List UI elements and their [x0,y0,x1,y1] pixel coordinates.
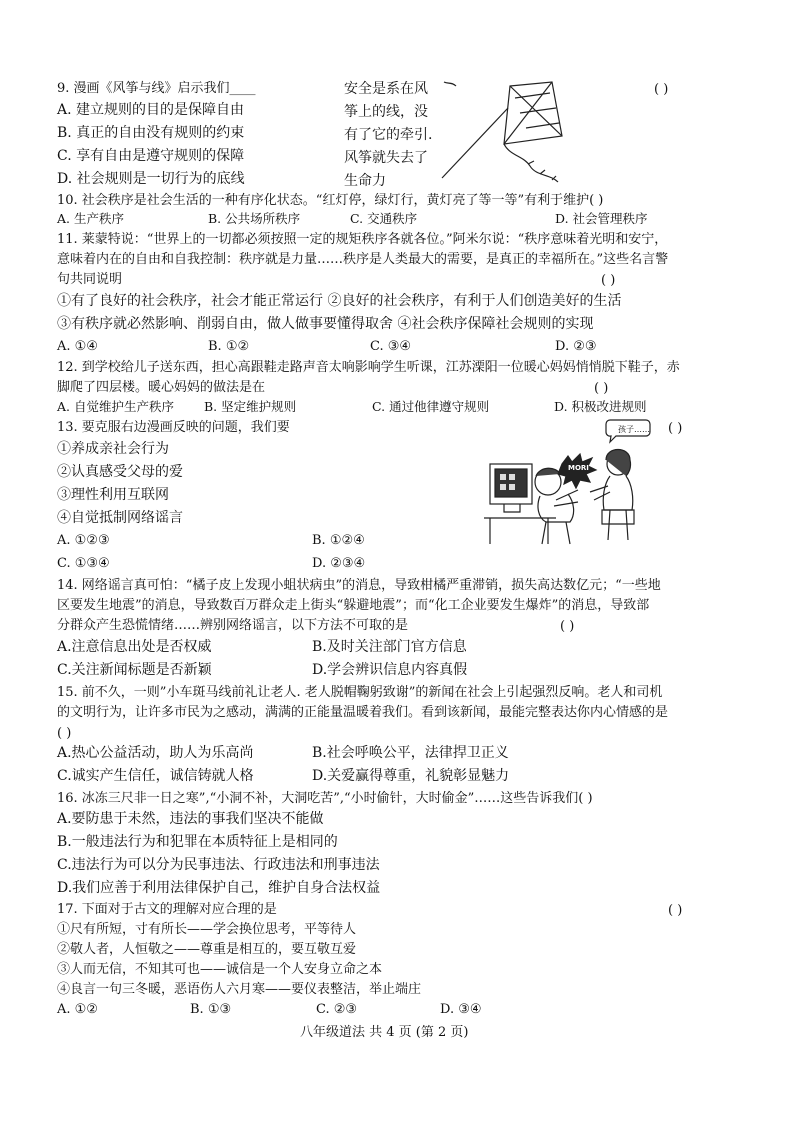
q13-stem: 13. 要克服右边漫画反映的问题，我们要 [57,420,290,435]
cartoon-bubble-text: 孩子…… [618,425,650,434]
q15-option-b: B.社会呼唤公平，法律捍卫正义 [312,745,509,761]
q17-option-d: D. ③④ [440,1002,482,1017]
q9-option-a: A. 建立规则的目的是保障自由 [57,102,245,118]
page-footer: 八年级道法 共 4 页 (第 2 页) [300,1025,469,1040]
q13-item-3: ③理性利用互联网 [57,487,169,503]
q16-option-a: A.要防患于未然，违法的事我们坚决不能做 [57,811,324,827]
q15-stem-1: 15. 前不久，一则”小车斑马线前礼让老人. 老人脱帽鞠躬致谢”的新闻在社会上引起强烈反响。老人和司机 [57,685,663,700]
q14-option-d: D.学会辨识信息内容真假 [312,662,468,678]
q17-option-b: B. ①③ [190,1002,232,1017]
q9-stem: 9. 漫画《风筝与线》启示我们____ [57,81,256,96]
q17-option-c: C. ②③ [316,1002,358,1017]
q17-item-2: ②敬人者，人恒敬之——尊重是相互的，要互敬互爱 [57,942,357,957]
q15-option-c: C.诚实产生信任，诚信铸就人格 [57,768,254,784]
q13-item-1: ①养成亲社会行为 [57,441,169,457]
q11-item-2: ③有秩序就必然影响、削弱自由，做人做事要懂得取舍 ④社会秩序保障社会规则的实现 [57,316,594,332]
q14-option-a: A.注意信息出处是否权威 [57,639,212,655]
q17-item-3: ③人而无信，不知其可也——诚信是一个人安身立命之本 [57,962,383,977]
q10-option-b: B. 公共场所秩序 [208,211,301,226]
q15-option-d: D.关爱赢得尊重，礼貌彰显魅力 [312,768,510,784]
q16-option-d: D.我们应善于利用法律保护自己，维护自身合法权益 [57,880,381,896]
q10-option-a: A. 生产秩序 [57,211,124,226]
q13-item-4: ④自觉抵制网络谣言 [57,510,183,526]
q15-stem-2: 的文明行为，让许多市民为之感动，满满的正能量温暖着我们。看到该新闻，最能完整表达你内心情感的是 [57,705,669,720]
q9-caption-2: 筝上的线，没 [344,104,428,120]
q9-option-b: B. 真正的自由没有规则的约束 [57,125,245,141]
q12-stem-2: 脚爬了四层楼。暖心妈妈的做法是在 [57,380,266,395]
q11-option-c: C. ③④ [370,339,412,354]
q12-option-a: A. 自觉维护生产秩序 [57,399,174,414]
cartoon-burst-text: MORI [568,464,589,472]
internet-cartoon [482,418,652,550]
q13-option-b: B. ①②④ [312,533,365,548]
q9-caption-1: 安全是系在风 [344,81,428,97]
q9-caption-5: 生命力 [344,173,386,189]
q16-option-b: B.一般违法行为和犯罪在本质特征上是相同的 [57,834,338,850]
q11-stem-3: 句共同说明 [57,272,123,287]
q14-stem-2: 区要发生地震”的消息，导致数百万群众走上街头“躲避地震”；而“化工企业要发生爆炸”的消息，导致部 [57,598,650,613]
q17-item-1: ①尺有所短，寸有所长——学会换位思考，平等待人 [57,922,357,937]
q9-answer-paren: ( ) [654,82,669,97]
q11-option-a: A. ①④ [57,339,98,354]
q10-stem: 10. 社会秩序是社会生活的一种有序化状态。“红灯停，绿灯行，黄灯亮了等一等”有利于维护( ) [57,193,604,208]
q9-option-c: C. 享有自由是遵守规则的保障 [57,148,245,164]
q12-answer-paren: ( ) [594,381,609,396]
q17-item-4: ④良言一句三冬暖，恶语伤人六月寒——要仪表整洁，举止端庄 [57,982,422,997]
q13-item-2: ②认真感受父母的爱 [57,464,183,480]
q11-stem-2: 意味着内在的自由和自我控制：秩序就是力量……秩序是人类最大的需要，是真正的幸福所在。”这些名言警 [57,252,669,267]
q11-item-1: ①有了良好的社会秩序，社会才能正常运行 ②良好的社会秩序，有利于人们创造美好的生活 [57,293,622,309]
q16-stem: 16. 冰冻三尺非一日之寒”,“小洞不补，大洞吃苦”,“小时偷针，大时偷金”……这些告诉我们( ) [57,791,593,806]
q11-option-d: D. ②③ [555,339,597,354]
q11-option-b: B. ①② [208,339,250,354]
q10-option-d: D. 社会管理秩序 [555,211,648,226]
q13-answer-paren: ( ) [668,421,683,436]
q11-stem-1: 11. 莱蒙特说：“世界上的一切都必须按照一定的规矩秩序各就各位。”阿米尔说：“秩序意味着光明和安宁， [57,232,668,247]
q13-option-a: A. ①②③ [57,533,110,548]
kite-illustration [440,78,570,188]
q13-option-d: D. ②③④ [312,556,366,571]
q11-answer-paren: ( ) [601,273,616,288]
q9-caption-4: 风筝就失去了 [344,150,428,166]
q17-answer-paren: ( ) [668,903,683,918]
q17-stem: 17. 下面对于古文的理解对应合理的是 [57,902,277,917]
q12-option-d: D. 积极改进规则 [554,399,647,414]
q17-option-a: A. ①② [57,1002,98,1017]
q14-stem-1: 14. 网络谣言真可怕：“橘子皮上发现小蛆状病虫”的消息，导致柑橘严重滞销，损失高达数亿元；“一些地 [57,578,661,593]
q14-stem-3: 分群众产生恐慌情绪……辨别网络谣言，以下方法不可取的是 [57,618,409,633]
q9-caption-3: 有了它的牵引. [344,127,433,143]
q10-option-c: C. 交通秩序 [350,211,418,226]
q12-option-b: B. 坚定维护规则 [204,399,297,414]
q14-answer-paren: ( ) [560,619,575,634]
q14-option-c: C.关注新闻标题是否新颖 [57,662,212,678]
q9-option-d: D. 社会规则是一切行为的底线 [57,171,245,187]
q12-option-c: C. 通过他律遵守规则 [372,399,490,414]
q12-stem-1: 12. 到学校给儿子送东西，担心高跟鞋走路声音太响影响学生听课，江苏溧阳一位暖心妈妈悄悄脱下鞋子，赤 [57,360,680,375]
q14-option-b: B.及时关注部门官方信息 [312,639,467,655]
q15-answer-paren: ( ) [57,726,72,741]
q15-option-a: A.热心公益活动，助人为乐高尚 [57,745,254,761]
q13-option-c: C. ①③④ [57,556,110,571]
q16-option-c: C.违法行为可以分为民事违法、行政违法和刑事违法 [57,857,380,873]
